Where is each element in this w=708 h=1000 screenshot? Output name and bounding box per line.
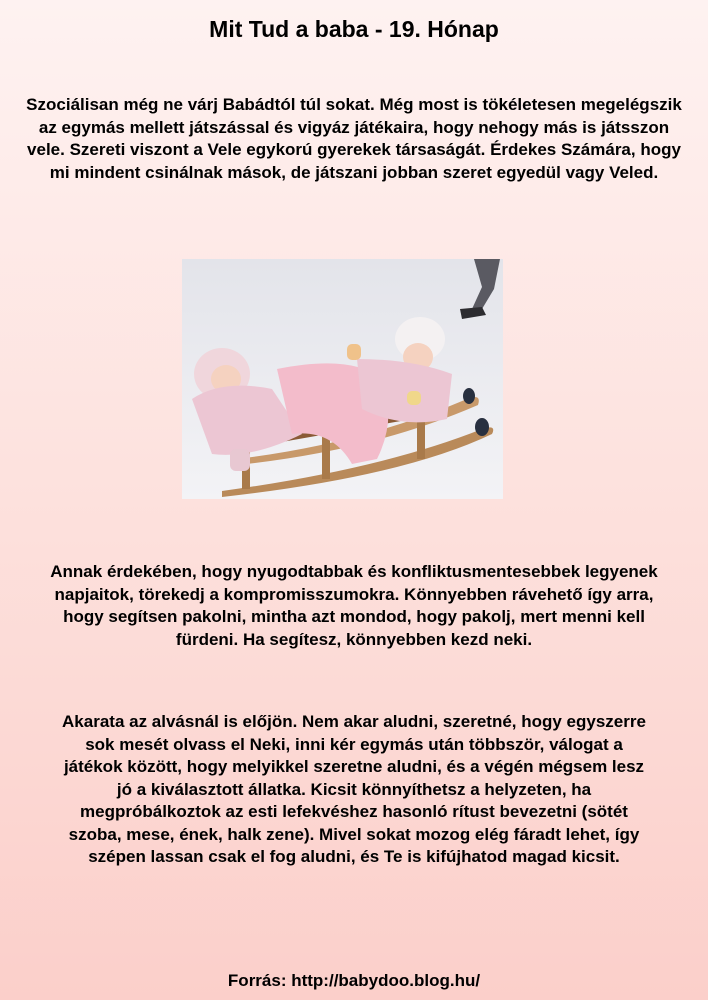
child-right-mitten (347, 344, 361, 360)
source-link[interactable]: Forrás: http://babydoo.blog.hu/ (227, 971, 481, 990)
twins-on-sled-photo (182, 259, 503, 499)
paragraph-social: Szociálisan még ne várj Babádtól túl sokat. Még most is tökéletesen megelégszik az egymás mellett játszással és vigyáz játékaira, hogy nehogy más is játsszon vele. Szereti viszont a Vele egykorú gyerekek társaságát. Érdekes Számára, hogy mi mindent csinálnak mások, de játszani jobban szeret egyedül vagy Veled. (26, 95, 682, 182)
boot (463, 388, 475, 404)
paragraph-sleep: Akarata az alvásnál is előjön. Nem akar aludni, szeretné, hogy egyszerre sok mesét olvass el Neki, inni kér egymás után többször, válogat a játékok között, hogy melyikkel szeretne aludni, és a végén mégsem lesz jó a kiválasztott állatka. Kicsit könnyíthetsz a helyzeten, ha megpróbálkoztok az esti lefekvéshez hasonló rítust bevezetni (sötét szoba, mese, ének, halk zene). Mivel sokat mozog elég fáradt lehet, így szépen lassan csak el fog aludni, és Te is kifújhatod magad kicsit. (62, 712, 646, 866)
boot (475, 418, 489, 436)
child-left-boot (230, 449, 250, 471)
child-right-mitten (407, 391, 421, 405)
page-title: Mit Tud a baba - 19. Hónap (209, 16, 499, 42)
paragraph-compromise: Annak érdekében, hogy nyugodtabbak és konfliktusmentesebbek legyenek napjaitok, törekedj a kompromisszumokra. Könnyebben rávehető így arra, hogy segítsen pakolni, mintha azt mondod, hogy pakolj, mert menni kell fürdeni. Ha segítesz, könnyebben kezd neki. (50, 562, 658, 649)
